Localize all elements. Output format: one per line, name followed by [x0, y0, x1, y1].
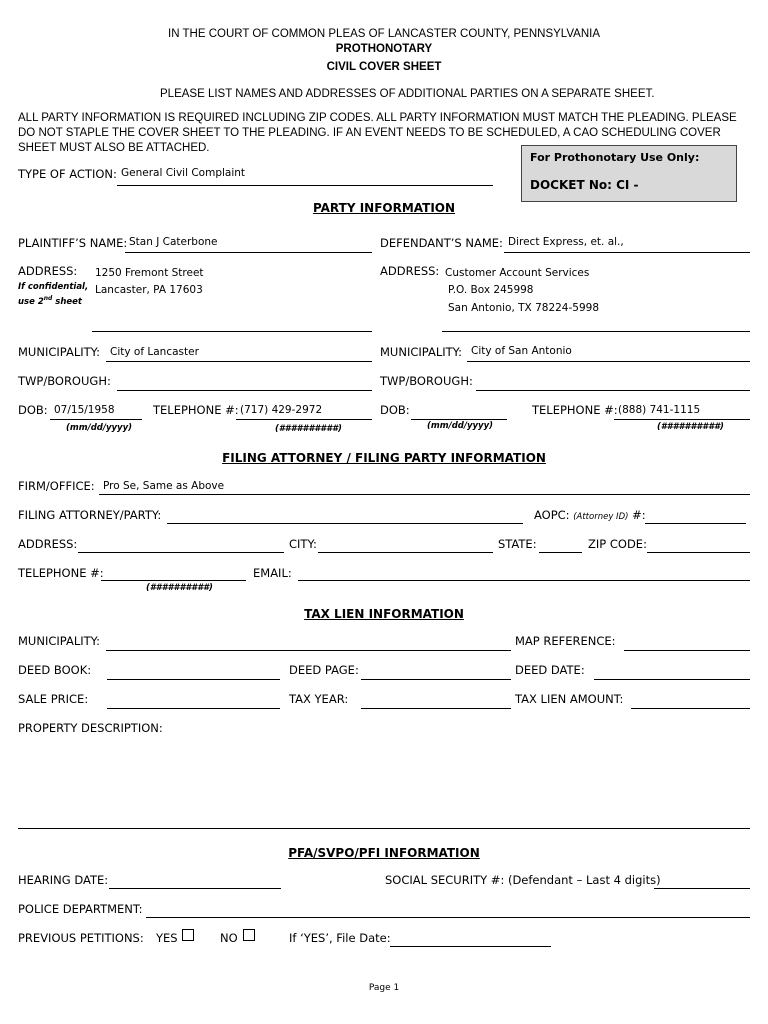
plaintiff-dob-label: DOB:	[18, 403, 48, 417]
plaintiff-dob-underline	[50, 419, 142, 420]
tax-municipality-field[interactable]	[106, 650, 511, 651]
attorney-city-label: CITY:	[289, 537, 317, 551]
attorney-telephone-label: TELEPHONE #:	[18, 566, 104, 580]
deed-book-field[interactable]	[107, 679, 280, 680]
defendant-municipality-field[interactable]: City of San Antonio	[471, 345, 572, 357]
defendant-dob-label: DOB:	[380, 403, 410, 417]
plaintiff-address-label: ADDRESS:	[18, 264, 78, 278]
plaintiff-twp-borough-label: TWP/BOROUGH:	[18, 374, 111, 388]
defendant-municipality-label: MUNICIPALITY:	[380, 345, 463, 359]
no-label: NO	[220, 931, 238, 945]
filing-attorney-label: FILING ATTORNEY/PARTY:	[18, 508, 162, 522]
plaintiff-name-label: PLAINTIFF’S NAME:	[18, 236, 128, 250]
defendant-telephone-underline	[614, 419, 750, 420]
firm-office-field[interactable]: Pro Se, Same as Above	[103, 480, 225, 492]
filing-attorney-heading: FILING ATTORNEY / FILING PARTY INFORMATION	[222, 451, 546, 465]
defendant-address-line-3[interactable]: San Antonio, TX 78224-5998	[448, 302, 599, 314]
pfa-heading: PFA/SVPO/PFI INFORMATION	[288, 846, 480, 860]
firm-office-label: FIRM/OFFICE:	[18, 479, 95, 493]
page-title: CIVIL COVER SHEET	[326, 61, 442, 73]
plaintiff-dob-field[interactable]: 07/15/1958	[54, 404, 115, 416]
attorney-email-label: EMAIL:	[253, 566, 292, 580]
page-number: Page 1	[368, 983, 400, 993]
attorney-state-label: STATE:	[498, 537, 537, 551]
plaintiff-municipality-label: MUNICIPALITY:	[18, 345, 101, 359]
hearing-date-label: HEARING DATE:	[18, 873, 109, 887]
aopc-field[interactable]	[645, 523, 746, 524]
plaintiff-dob-format-hint: (mm/dd/yyyy)	[66, 423, 133, 433]
attorney-address-field[interactable]	[78, 552, 284, 553]
attorney-telephone-format-hint: (##########)	[146, 583, 213, 593]
filing-attorney-field[interactable]	[167, 523, 523, 524]
defendant-name-label: DEFENDANT’S NAME:	[380, 236, 503, 250]
plaintiff-twp-borough-field[interactable]	[117, 390, 372, 391]
plaintiff-municipality-underline	[106, 361, 372, 362]
defendant-telephone-label: TELEPHONE #:	[532, 403, 618, 417]
aopc-label: AOPC: (Attorney ID) #:	[534, 508, 646, 522]
plaintiff-telephone-format-hint: (##########)	[275, 424, 342, 434]
confidential-note-second-sheet: use 2nd sheet	[18, 295, 82, 307]
deed-date-label: DEED DATE:	[515, 663, 585, 677]
sale-price-field[interactable]	[107, 708, 280, 709]
type-of-action-field[interactable]: General Civil Complaint	[121, 167, 246, 179]
property-description-field[interactable]	[18, 828, 750, 829]
police-department-label: POLICE DEPARTMENT:	[18, 902, 143, 916]
sale-price-label: SALE PRICE:	[18, 692, 89, 706]
court-name: IN THE COURT OF COMMON PLEAS OF LANCASTER COUNTY, PENNSYLVANIA	[168, 28, 600, 40]
deed-book-label: DEED BOOK:	[18, 663, 92, 677]
defendant-address-label: ADDRESS:	[380, 264, 440, 278]
attorney-zip-label: ZIP CODE:	[588, 537, 647, 551]
tax-year-field[interactable]	[361, 708, 511, 709]
defendant-address-line-2[interactable]: P.O. Box 245998	[448, 284, 534, 296]
plaintiff-telephone-field[interactable]: (717) 429-2972	[240, 404, 323, 416]
defendant-address-line-1[interactable]: Customer Account Services	[445, 267, 590, 279]
deed-date-field[interactable]	[594, 679, 750, 680]
prothonotary-use-box	[521, 145, 737, 202]
type-of-action-label: TYPE OF ACTION:	[18, 167, 117, 181]
type-of-action-underline	[117, 185, 493, 186]
plaintiff-name-underline	[125, 252, 372, 253]
attorney-state-field[interactable]	[539, 552, 582, 553]
attorney-email-field[interactable]	[298, 580, 750, 581]
defendant-municipality-underline	[467, 361, 750, 362]
plaintiff-telephone-underline	[236, 419, 372, 420]
deed-page-field[interactable]	[361, 679, 511, 680]
tax-municipality-label: MUNICIPALITY:	[18, 634, 101, 648]
attorney-zip-field[interactable]	[647, 552, 750, 553]
plaintiff-address-line-2[interactable]: Lancaster, PA 17603	[95, 284, 203, 296]
ssn-label: SOCIAL SECURITY #: (Defendant – Last 4 digits)	[385, 873, 661, 887]
police-department-field[interactable]	[146, 917, 750, 918]
defendant-dob-format-hint: (mm/dd/yyyy)	[427, 421, 494, 431]
hearing-date-field[interactable]	[109, 888, 281, 889]
instructions-line-1: ALL PARTY INFORMATION IS REQUIRED INCLUDING ZIP CODES. ALL PARTY INFORMATION MUST MATCH THE PLEADING. PLEASE	[18, 112, 737, 124]
ssn-field[interactable]	[654, 888, 750, 889]
instructions-line-3: SHEET MUST ALSO BE ATTACHED.	[18, 142, 210, 154]
defendant-name-underline	[504, 252, 750, 253]
plaintiff-address-line-1[interactable]: 1250 Fremont Street	[95, 267, 204, 279]
instructions-line-2: DO NOT STAPLE THE COVER SHEET TO THE PLEADING. IF AN EVENT NEEDS TO BE SCHEDULED, A CAO SCHEDULING COVER	[18, 127, 721, 139]
defendant-telephone-format-hint: (##########)	[657, 422, 724, 432]
property-description-label: PROPERTY DESCRIPTION:	[18, 721, 163, 735]
yes-checkbox[interactable]	[182, 929, 194, 941]
yes-label: YES	[156, 931, 178, 945]
defendant-address-underline	[442, 331, 750, 332]
plaintiff-municipality-field[interactable]: City of Lancaster	[110, 346, 199, 358]
defendant-name-field[interactable]: Direct Express, et. al.,	[508, 236, 624, 248]
attorney-address-label: ADDRESS:	[18, 537, 78, 551]
additional-parties-note: PLEASE LIST NAMES AND ADDRESSES OF ADDITIONAL PARTIES ON A SEPARATE SHEET.	[160, 88, 655, 100]
tax-lien-amount-label: TAX LIEN AMOUNT:	[515, 692, 624, 706]
no-checkbox[interactable]	[243, 929, 255, 941]
party-information-heading: PARTY INFORMATION	[312, 201, 456, 215]
file-date-label: If ‘YES’, File Date:	[289, 931, 391, 945]
attorney-telephone-field[interactable]	[101, 580, 246, 581]
file-date-field[interactable]	[390, 946, 551, 947]
firm-office-underline	[99, 494, 750, 495]
confidential-note: If confidential,	[18, 282, 89, 292]
defendant-twp-borough-label: TWP/BOROUGH:	[380, 374, 473, 388]
tax-lien-heading: TAX LIEN INFORMATION	[304, 607, 464, 621]
deed-page-label: DEED PAGE:	[289, 663, 359, 677]
attorney-city-field[interactable]	[318, 552, 493, 553]
plaintiff-telephone-label: TELEPHONE #:	[153, 403, 239, 417]
defendant-telephone-field[interactable]: (888) 741-1115	[618, 404, 701, 416]
defendant-dob-field[interactable]	[411, 419, 507, 420]
tax-lien-amount-field[interactable]	[631, 708, 750, 709]
plaintiff-name-field[interactable]: Stan J Caterbone	[129, 236, 218, 248]
map-reference-label: MAP REFERENCE:	[515, 634, 616, 648]
defendant-twp-borough-field[interactable]	[476, 390, 750, 391]
map-reference-field[interactable]	[624, 650, 750, 651]
office-name: PROTHONOTARY	[335, 43, 433, 55]
plaintiff-address-underline	[92, 331, 372, 332]
docket-number-label: DOCKET No: CI -	[530, 178, 639, 192]
previous-petitions-label: PREVIOUS PETITIONS:	[18, 931, 144, 945]
prothonotary-box-title: For Prothonotary Use Only:	[530, 151, 700, 164]
tax-year-label: TAX YEAR:	[289, 692, 349, 706]
